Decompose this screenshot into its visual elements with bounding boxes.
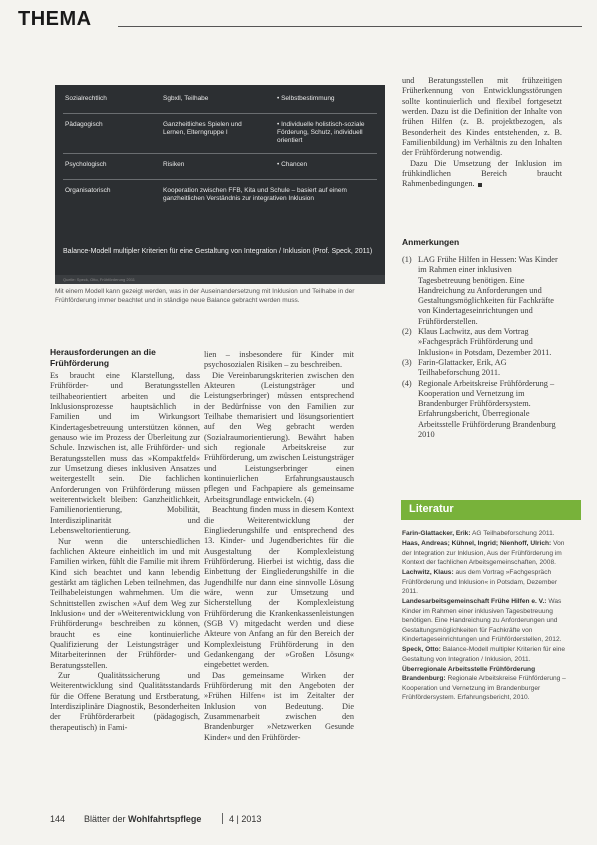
paragraph-text: Dazu Die Umsetzung der Inklusion im frühkindlichen Bereich braucht Rahmenbedingungen. (402, 158, 562, 189)
figure-row-right: • Selbstbestimmung (277, 95, 335, 102)
paragraph: Die Vereinbarungskriterien zwischen den Akteuren (Leistungsträger und Leistungserbringer) müssen entsprechend der Bedürfnisse von den Familien zur Teilhabe themarisiert und lösungsorientiert auf den Weg gebracht werden (Sozialraumorientierung). Bewährt haben sich regionale Arbeitskreise zur Frühförderung, um zwischen Leistungsträger und Leistungserbringer einen kontinuierlichen Erfahrungsaustausch pflegen und Fachpapiere als gemeinsame Arbeitsgrundlage entwickeln. (4) (204, 370, 354, 504)
note-text: Farin-Glattacker, Erik, AG Teilhabeforschung 2011. (418, 357, 507, 378)
literature-title: Von der Integration zur Inklusion, Aus der Frühförderung im Kontext der fachlichen Arbeitsgemeinschaften, 2008. (402, 540, 565, 566)
figure-source-strip (55, 275, 385, 284)
note-number: (4) (402, 378, 412, 388)
literature-heading: Literatur (409, 503, 454, 515)
figure-divider (63, 113, 377, 114)
paragraph: Nur wenn die unterschiedlichen fachlichen Akteure einheitlich im und mit Familien wirken, fühlt die Familie mit ihrem Kind sich beachtet und kann lebendig gestärkt am täglichen Leben teilnehmen, das Teilhabeleistungen wahrnehmen. Um die Schnittstellen zwischen »Auf dem Weg zur Inklusion« und der »Weiterentwicklung von Frühförderung« beschreiben zu können, braucht es eine kontinuierliche Qualifizierung der Leistungsträger und Mitarbeiterinnen der Frühförder- und Beratungsstellen. (50, 536, 200, 670)
issue-number: 4 | 2013 (229, 814, 262, 824)
section-title: THEMA (18, 8, 92, 30)
section-heading: Herausforderungen an die Frühförderung (50, 347, 156, 368)
literature-entry (402, 529, 572, 539)
literature-author: Haas, Andreas; Kühnel, Ingrid; Nienhoff, Ulrich: (402, 540, 552, 547)
note-item (402, 379, 564, 441)
footer-separator (222, 813, 223, 824)
note-number: (3) (402, 357, 412, 367)
literature-author: Überregionale Arbeitsstelle Frühförderung Brandenburg: (402, 665, 536, 682)
magazine-name (84, 814, 201, 824)
text-column-3 (402, 76, 562, 190)
paragraph: Beachtung finden muss in diesem Kontext die Weiterentwicklung der Eingliederungshilfe und entsprechend des 13. Kinder- und Jugendberichtes für die Ausgestaltung der Komplexleistung Frühförderung. Hierbei ist wichtig, dass die Einbettung der Eingliederungshilfe in die Jugendhilfe nur dann eine sinnvolle Lösung wäre, wenn zur Umsetzung und Sicherstellung der Komplexleistung Frühförderung die Krankenkassenleistungen (SGB V) mitgedacht werden und diese Akteure von Anfang an für den Bereich der Komplexleistung Frühförderung in den Gedankengang der »Großen Lösung« eingebettet werden. (204, 505, 354, 670)
figure-row-left: Kooperation zwischen FFB, Kita und Schule – basiert auf einem ganzheitlichen Verständnis zur integrativen Inklusion (163, 187, 347, 202)
note-item (402, 358, 564, 379)
balance-model-figure (55, 85, 385, 275)
literature-title: AG Teilhabeforschung 2011. (472, 530, 555, 537)
literature-entry (402, 568, 572, 597)
figure-row-left: Risiken (163, 161, 185, 168)
figure-title: Balance-Modell multipler Kriterien für eine Gestaltung von Integration / Inklusion (Prof. Speck, 2011) (63, 248, 373, 255)
paragraph: Das gemeinsame Wirken der Frühförderung mit den Angeboten der »Frühen Hilfen« ist im Zeitalter der Inklusion von Bedeutung. Die Zusammenarbeit zwischen den Brandenburger »Netzwerken Gesunde Kinder« und den Frühförder- (204, 670, 354, 742)
literature-list (402, 529, 572, 703)
literature-entry (402, 665, 572, 703)
figure-source: Quelle: Speck, Otto, Frühförderung 2011 (63, 277, 135, 282)
paragraph: Zur Qualitätssicherung und Weiterentwicklung sind Qualitätsstandards für die Offene Beratung und Erstberatung, Interdisziplinäre Diagnostik, Besonderheiten der Frühförderarbeit (pädagogisch, therapeutisch) in Fami- (50, 670, 200, 732)
note-text: Regionale Arbeitskreise Frühförderung – Kooperation und Vernetzung im Brandenburger Frühfördersystem. Erfahrungsbericht, Überregionale Arbeitsstelle Frühförderung Brandenburg 2010 (418, 378, 556, 440)
paragraph (402, 159, 562, 190)
literature-title: Regionale Arbeitskreise Frühförderung – Kooperation und Vernetzung im Brandenburger Frühfördersystem. Erfahrungsbericht, 2010. (402, 675, 566, 701)
literature-title: Was Kinder im Rahmen einer inklusiven Tagesbetreuung benötigen. Eine Handreichung zu Anforderungen und Gestaltungsmöglichkeiten für Fachkräfte von Kindertageseinrichtungen und Frühförderstellen, 2012. (402, 598, 562, 643)
paragraph: und Beratungsstellen mit frühzeitigen Früherkennung von Entwicklungsstörungen sollte kontinuierlich und flexibel fortgesetzt werden. Dazu ist die Definition der Inhalte von frühen Hilfen (z. B. projektbezogen, als Besonderheit des Kindes entstehenden, z. B. Familienbildung) im Verhältnis zu den Inhalten der Frühförderung notwendig. (402, 76, 562, 158)
page-number: 144 (50, 814, 66, 824)
figure-divider (63, 153, 377, 154)
end-mark-icon (478, 183, 482, 187)
literature-entry (402, 539, 572, 568)
notes-list (402, 255, 564, 440)
figure-row-label: Sozialrechtlich (65, 95, 107, 102)
note-text: LAG Frühe Hilfen in Hessen: Was Kinder im Rahmen einer inklusiven Tagesbetreuung benötigen. Eine Handreichung zu Anforderungen und Gestaltungsmöglichkeiten für Fachkräfte von Kindertageseinrichtungen und Frühförderstellen. (418, 255, 558, 326)
figure-caption: Mit einem Modell kann gezeigt werden, was in der Auseinandersetzung mit Inklusion und Teilhabe in der Frühförderung immer beachtet und in ständige neue Balance gebracht werden muss. (55, 288, 355, 304)
notes-heading: Anmerkungen (402, 237, 460, 247)
magazine-prefix: Blätter der (84, 814, 129, 824)
header-rule (118, 26, 582, 27)
literature-header-bar (401, 500, 581, 520)
figure-row-left: Sgbxll, Teilhabe (163, 95, 209, 102)
text-column-1 (50, 371, 200, 733)
literature-entry (402, 597, 572, 645)
note-item (402, 255, 564, 327)
figure-row-right: • Chancen (277, 161, 308, 168)
note-number: (1) (402, 255, 412, 264)
literature-title: aus dem Vortrag »Fachgespräch Frühförderung und Inklusion« in Potsdam, Dezember 2011. (402, 569, 558, 595)
figure-row-label: Psychologisch (65, 161, 107, 168)
literature-entry (402, 645, 572, 664)
note-text: Klaus Lachwitz, aus dem Vortrag »Fachgespräch Frühförderung und Inklusion« in Potsdam, Dezember 2011. (418, 327, 552, 357)
figure-row-left: Ganzheitliches Spielen und Lernen, Elterngruppe I (163, 121, 242, 136)
literature-author: Landesarbeitsgemeinschaft Frühe Hilfen e. V.: (402, 598, 547, 605)
note-number: (2) (402, 327, 412, 337)
literature-author: Farin-Glattacker, Erik: (402, 530, 471, 537)
text-column-2 (204, 350, 354, 743)
note-item (402, 327, 564, 358)
literature-title: Balance-Modell multipler Kriterien für eine Gestaltung von Integration / Inklusion, 2011. (402, 646, 566, 663)
paragraph: lien – insbesondere für Kinder mit psychosozialen Risiken – zu beschreiben. (204, 350, 354, 370)
figure-row-right: • Individuelle holistisch-soziale Förderung, Schutz, individuell orientiert (277, 121, 365, 144)
literature-author: Lachwitz, Klaus: (402, 569, 454, 576)
figure-row-label: Pädagogisch (65, 121, 103, 128)
literature-author: Speck, Otto: (402, 646, 441, 653)
paragraph: Es braucht eine Klarstellung, dass Frühförder- und Beratungsstellen teilhabeorientiert arbeiten und die Inklusionsprozesse hauptsächlich in Familien und im Wirkungsort Kindertagesbetreuung unterstützen können, genauso wie im Prozess der Überleitung zur Schule. Inzwischen ist, alle Frühförder- und Beratungsstellen muss das »Kompaktfeld« zur Umsetzung dieses inklusiven Ansatzes weitergestellt sein. Die fachlichen Anforderungen von Frühförderung müssen weiterentwickelt bleiben: Ganzheitlichkeit, Familienorientierung, Mobilität, Interdisziplinarität und Lebensweltorientierung. (50, 371, 200, 536)
magazine-brand: Wohlfahrtspflege (128, 814, 202, 824)
figure-divider (63, 179, 377, 180)
figure-row-label: Organisatorisch (65, 187, 111, 194)
